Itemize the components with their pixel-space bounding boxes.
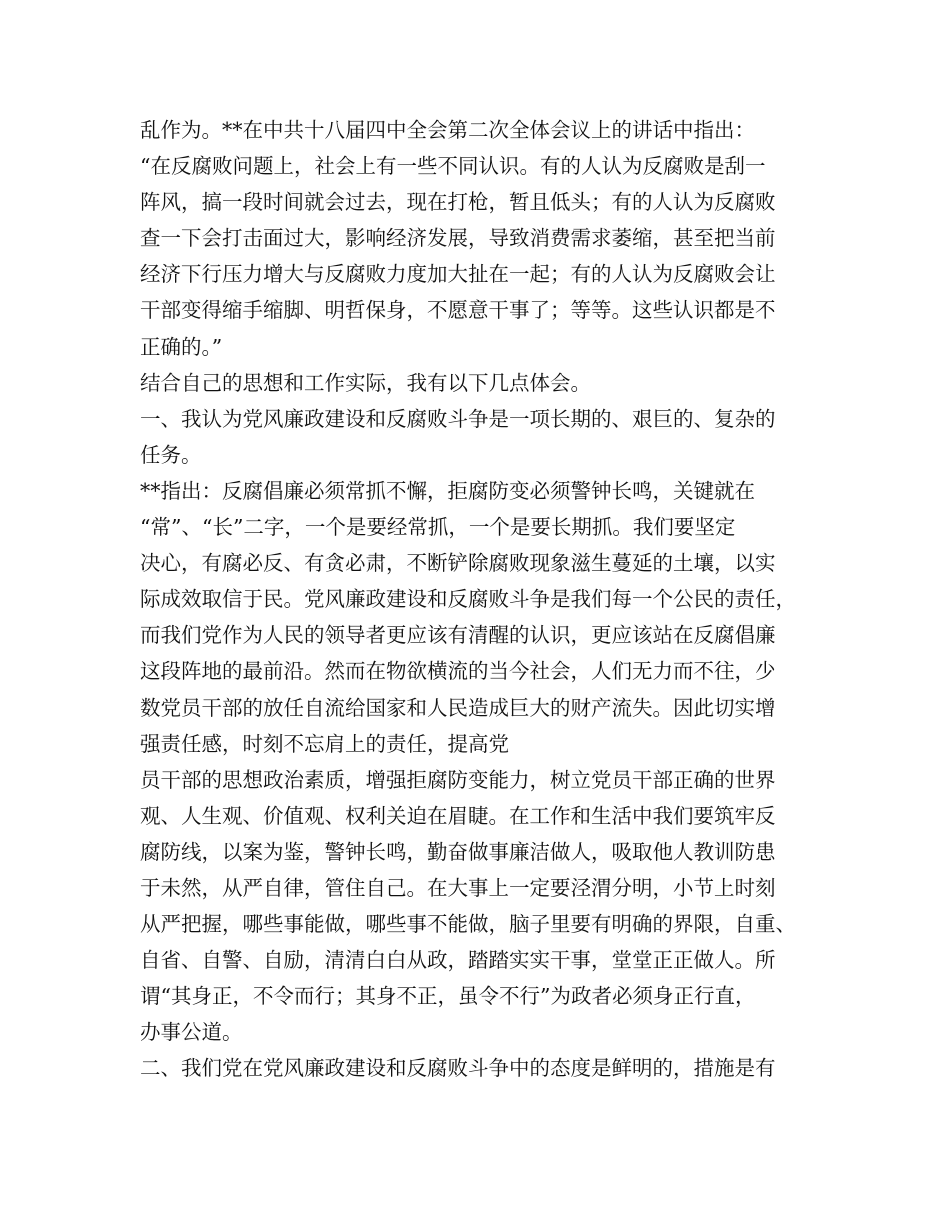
text-line: 从严把握，哪些事能做，哪些事不能做，脑子里要有明确的界限，自重、 (140, 912, 796, 937)
text-line: **指出：反腐倡廉必须常抓不懈，拒腐防变必须警钟长鸣，关键就在 (140, 478, 755, 503)
text-line: 而我们党作为人民的领导者更应该有清醒的认识，更应该站在反腐倡廉 (140, 623, 776, 648)
text-line: “在反腐败问题上，社会上有一些不同认识。有的人认为反腐败是刮一 (140, 154, 766, 179)
text-line: 自省、自警、自励，清清白白从政，踏踏实实干事，堂堂正正做人。所 (140, 948, 776, 973)
text-line: 阵风，搞一段时间就会过去，现在打枪，暂且低头；有的人认为反腐败 (140, 190, 776, 215)
body-text (140, 112, 820, 1087)
text-line: 正确的。” (140, 334, 223, 359)
text-line: 干部变得缩手缩脚、明哲保身，不愿意干事了；等等。这些认识都是不 (140, 298, 776, 323)
text-line: 际成效取信于民。党风廉政建设和反腐败斗争是我们每一个公民的责任， (140, 587, 796, 612)
text-line: 二、我们党在党风廉政建设和反腐败斗争中的态度是鲜明的，措施是有 (140, 1056, 776, 1081)
text-line: 办事公道。 (140, 1020, 243, 1045)
text-line: 数党员干部的放任自流给国家和人民造成巨大的财产流失。因此切实增 (140, 695, 776, 720)
text-line: 这段阵地的最前沿。然而在物欲横流的当今社会，人们无力而不往，少 (140, 659, 776, 684)
text-line: 查一下会打击面过大，影响经济发展，导致消费需求萎缩，甚至把当前 (140, 226, 776, 251)
text-line: 腐防线，以案为鉴，警钟长鸣，勤奋做事廉洁做人，吸取他人教训防患 (140, 839, 776, 864)
text-line: “常”、“长”二字，一个是要经常抓，一个是要长期抓。我们要坚定 (140, 515, 736, 540)
text-line: 员干部的思想政治素质，增强拒腐防变能力，树立党员干部正确的世界 (140, 767, 776, 792)
text-line: 强责任感，时刻不忘肩上的责任，提高党 (140, 731, 509, 756)
text-line: 结合自己的思想和工作实际，我有以下几点体会。 (140, 370, 591, 395)
text-line: 观、人生观、价值观、权利关迫在眉睫。在工作和生活中我们要筑牢反 (140, 803, 776, 828)
text-line: 谓“其身正，不令而行；其身不正，虽令不行”为政者必须身正行直， (140, 984, 756, 1009)
text-line: 决心，有腐必反、有贪必肃，不断铲除腐败现象滋生蔓延的土壤，以实 (140, 551, 776, 576)
text-line: 乱作为。**在中共十八届四中全会第二次全体会议上的讲话中指出： (140, 118, 755, 142)
text-line: 于未然，从严自律，管住自己。在大事上一定要泾渭分明，小节上时刻 (140, 875, 776, 900)
text-line: 经济下行压力增大与反腐败力度加大扯在一起；有的人认为反腐败会让 (140, 262, 776, 287)
text-line: 一、我认为党风廉政建设和反腐败斗争是一项长期的、艰巨的、复杂的 (140, 406, 776, 431)
text-line: 任务。 (140, 442, 202, 467)
